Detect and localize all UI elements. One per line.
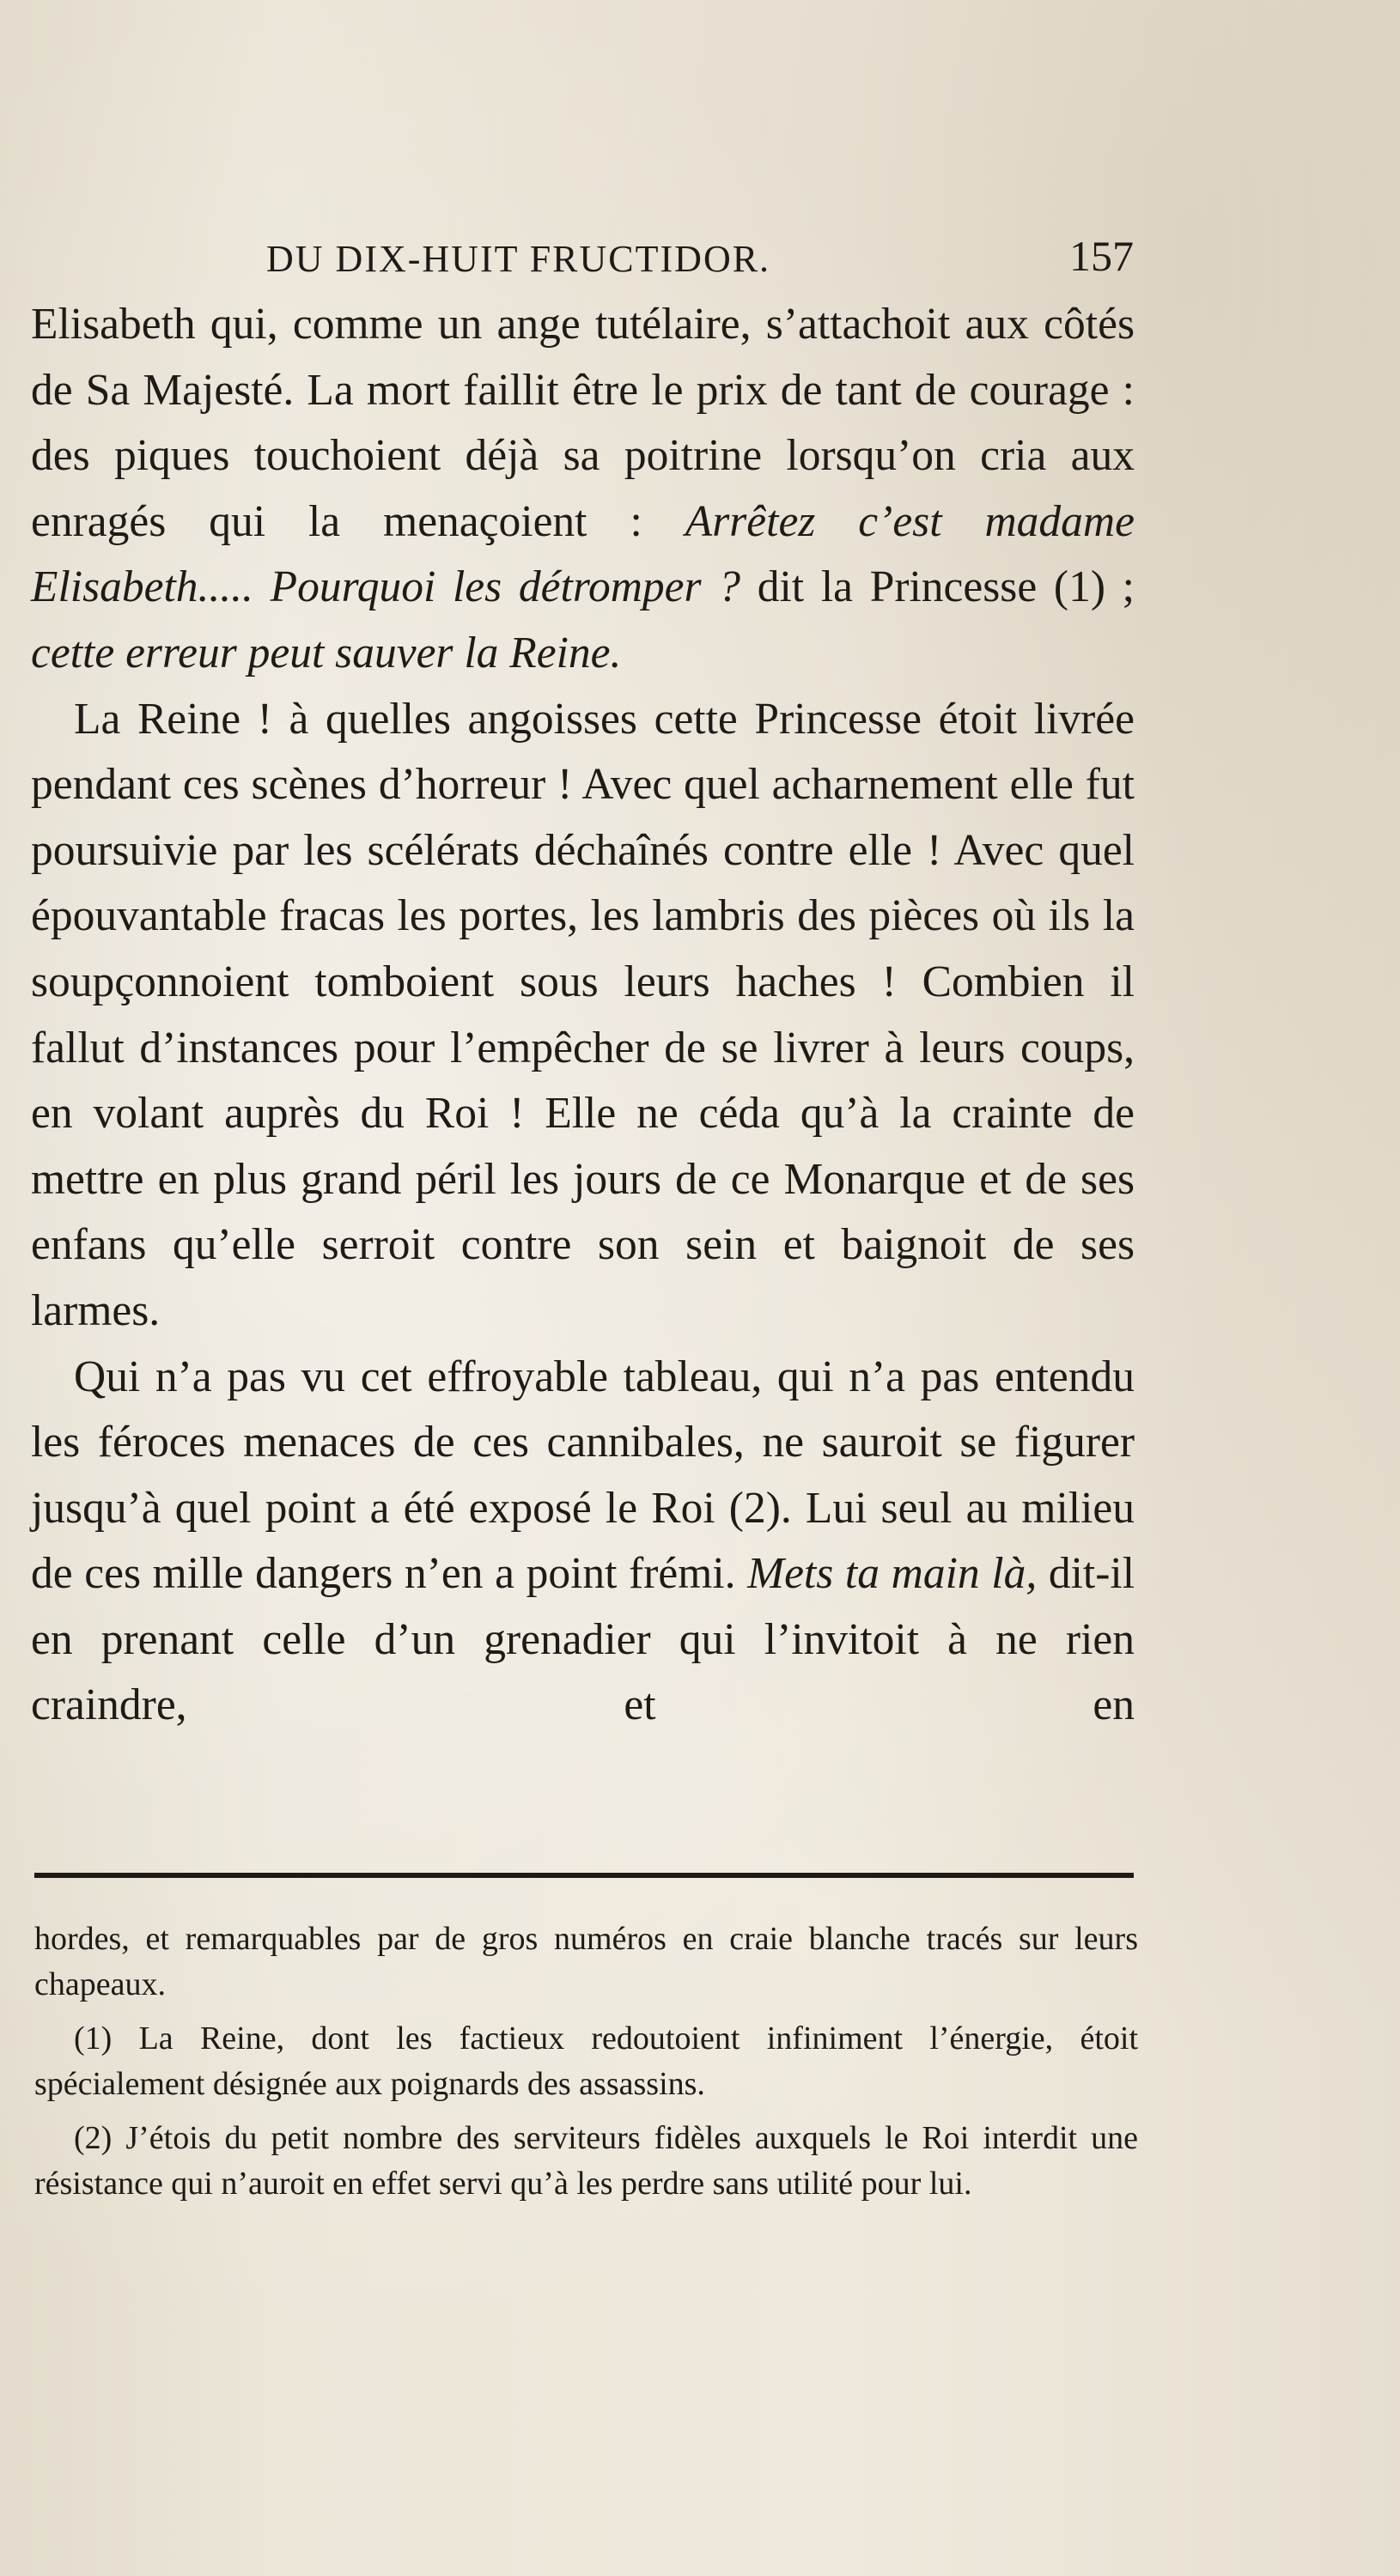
paragraph-1-italic-quote-2: cette erreur peut sauver la Reine.	[31, 628, 622, 677]
paragraph-1	[31, 292, 1135, 687]
footnote-1: (1) La Reine, dont les factieux redoutoient infiniment l’énergie, étoit spécialement désignée aux poignards des assassins.	[34, 2020, 1138, 2102]
footnote-continuation: hordes, et remarquables par de gros numéros en craie blanche tracés sur leurs chapeaux.	[34, 1921, 1138, 2002]
paragraph-3	[31, 1345, 1135, 1740]
main-text	[31, 292, 1135, 1739]
running-head: DU DIX-HUIT FRUCTIDOR.	[266, 238, 771, 280]
paragraph-1-italic-quote: Arrêtez c’est madame Elisabeth..... Pourquoi les détromper ?	[31, 496, 1135, 612]
footnote-2: (2) J’étois du petit nombre des serviteurs fidèles auxquels le Roi interdit une résistance qui n’auroit en effet servi qu’à les perdre sans utilité pour lui.	[34, 2120, 1138, 2202]
paragraph-1-text: Elisabeth qui, comme un ange tutélaire, s’attachoit aux côtés de Sa Majesté. La mort faillit être le prix de tant de courage : des piques touchoient déjà sa poitrine lorsqu’on cria aux enragés qui la menaçoient :	[31, 300, 1135, 546]
paragraph-2-text: La Reine ! à quelles angoisses cette Princesse étoit livrée pendant ces scènes d’horreur ! Avec quel acharnement elle fut poursuivie par les scélérats déchaînés contre elle ! Avec quel épouvantable fracas les portes, les lambris des pièces où ils la soupçonnoient tomboient sous leurs haches ! Combien il fallut d’instances pour l’empêcher de se livrer à leurs coups, en volant auprès du Roi ! Elle ne céda qu’à la crainte de mettre en plus grand péril les jours de ce Monarque et de ses enfans qu’elle serroit contre son sein et baignoit de ses larmes.	[31, 694, 1135, 1335]
footnotes	[34, 1917, 1138, 2215]
paragraph-3-text: Qui n’a pas vu cet effroyable tableau, qui n’a pas entendu les féroces menaces de ces cannibales, ne sauroit se figurer jusqu’à quel point a été exposé le Roi (2). Lui seul au milieu de ces mille dangers n’en a point frémi.	[31, 1352, 1135, 1599]
paragraph-1-text-2: dit la Princesse (1) ;	[740, 562, 1135, 612]
paragraph-3-text-2: dit-il en prenant celle d’un grenadier qui l’invitoit à ne rien craindre, et en	[31, 1549, 1135, 1730]
page-number: 157	[1069, 232, 1134, 280]
paragraph-2	[31, 687, 1135, 1345]
footnote-rule	[34, 1873, 1134, 1878]
paragraph-3-italic-quote: Mets ta main là,	[747, 1549, 1038, 1599]
